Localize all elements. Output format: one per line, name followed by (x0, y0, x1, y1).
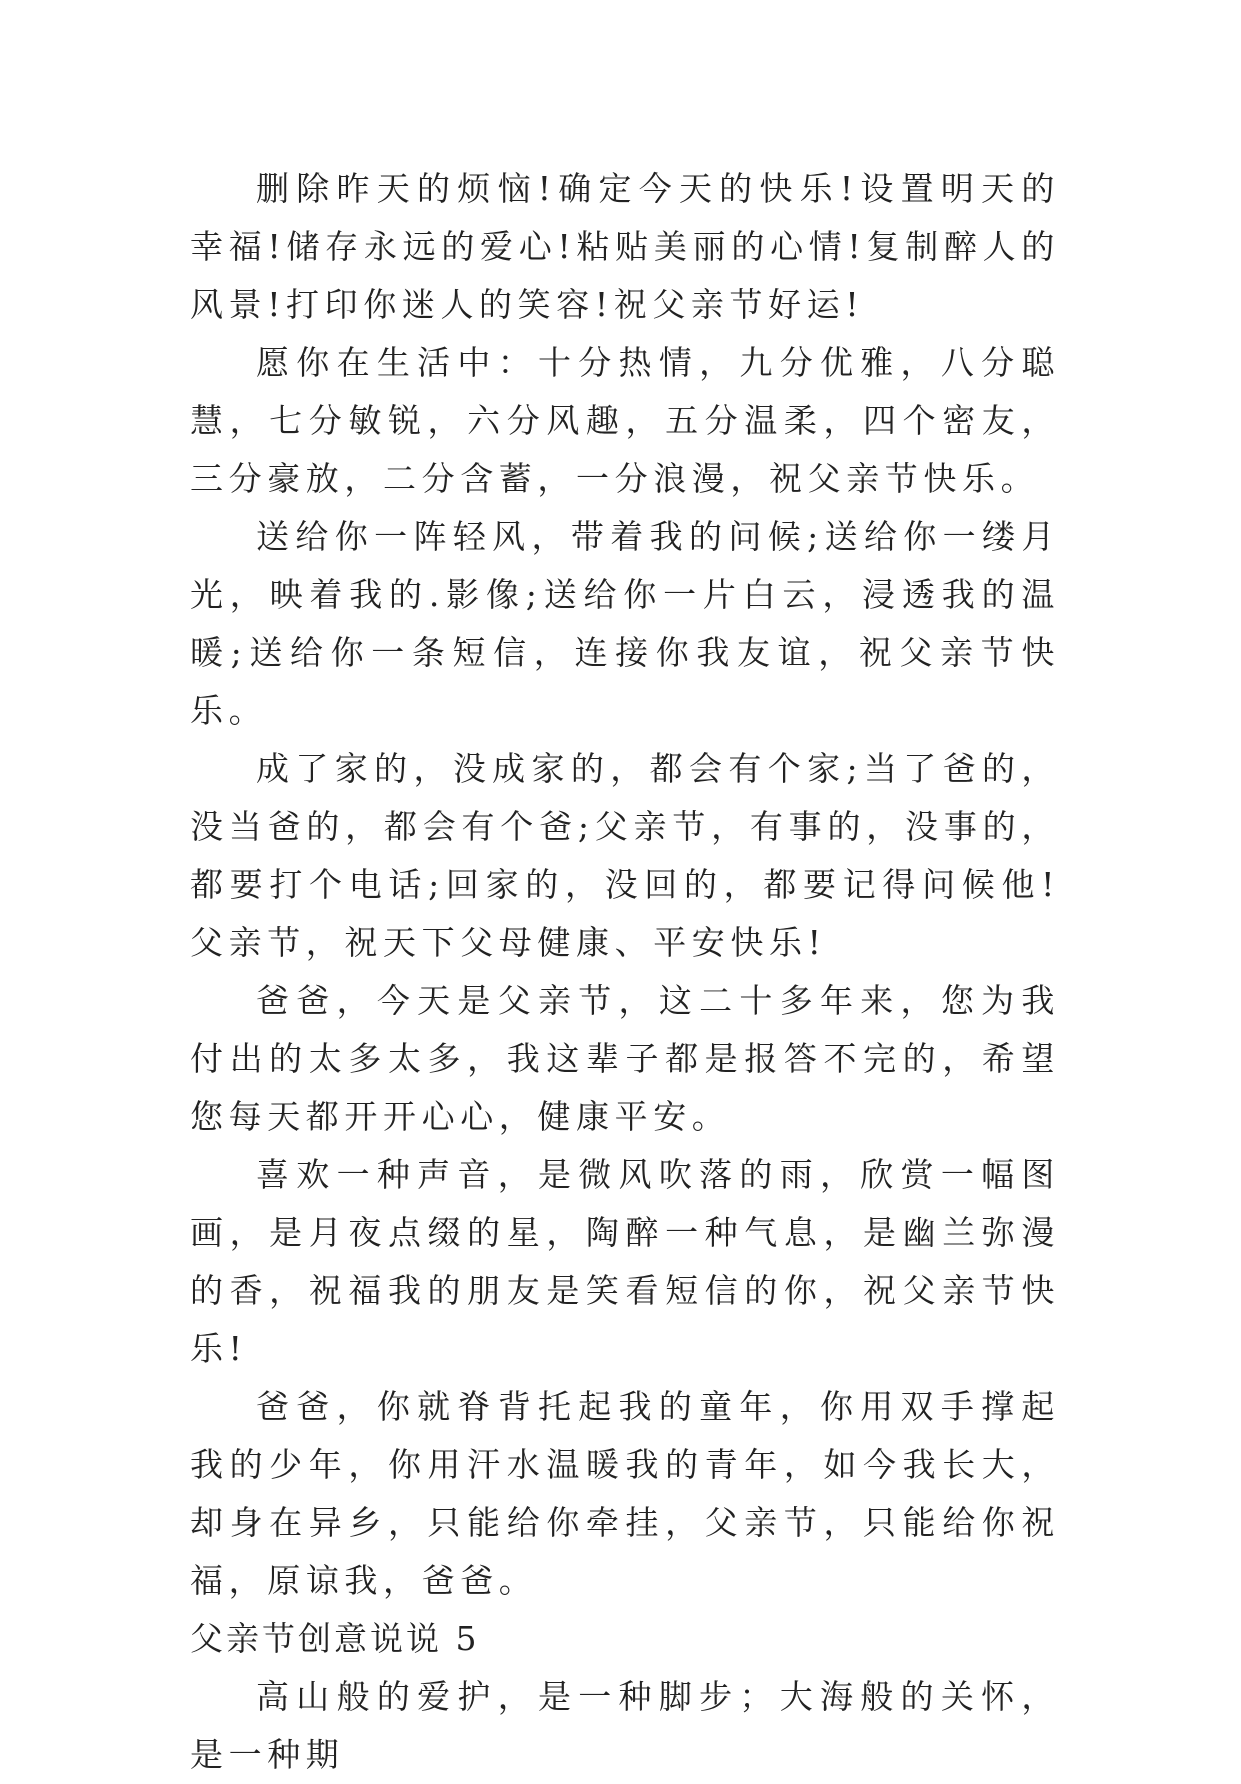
paragraph-7: 爸爸，你就脊背托起我的童年，你用双手撑起我的少年，你用汗水温暖我的青年，如今我长大，却身在异乡，只能给你牵挂，父亲节，只能给你祝福，原谅我，爸爸。 (190, 1387, 1060, 1600)
paragraph-6: 喜欢一种声音，是微风吹落的雨，欣赏一幅图画，是月夜点缀的星，陶醉一种气息，是幽兰弥漫的香，祝福我的朋友是笑看短信的你，祝父亲节快乐! (190, 1155, 1060, 1368)
paragraph-1: 删除昨天的烦恼!确定今天的快乐!设置明天的幸福!储存永远的爱心!粘贴美丽的心情!复制醉人的风景!打印你迷人的笑容!祝父亲节好运! (190, 169, 1060, 324)
paragraph-2: 愿你在生活中：十分热情，九分优雅，八分聪慧，七分敏锐，六分风趣，五分温柔，四个密友，三分豪放，二分含蓄，一分浪漫，祝父亲节快乐。 (190, 343, 1060, 498)
document-body (190, 160, 1060, 1784)
paragraph-4: 成了家的，没成家的，都会有个家;当了爸的，没当爸的，都会有个爸;父亲节，有事的，没事的，都要打个电话;回家的，没回的，都要记得问候他!父亲节，祝天下父母健康、平安快乐! (190, 749, 1060, 962)
paragraph-8: 高山般的爱护，是一种脚步；大海般的关怀，是一种期 (190, 1677, 1060, 1774)
paragraph-5: 爸爸，今天是父亲节，这二十多年来，您为我付出的太多太多，我这辈子都是报答不完的，希望您每天都开开心心，健康平安。 (190, 981, 1060, 1136)
paragraph-3: 送给你一阵轻风，带着我的问候;送给你一缕月光，映着我的.影像;送给你一片白云，浸透我的温暖;送给你一条短信，连接你我友谊，祝父亲节快乐。 (190, 517, 1060, 730)
section-heading: 父亲节创意说说 5 (190, 1619, 480, 1658)
